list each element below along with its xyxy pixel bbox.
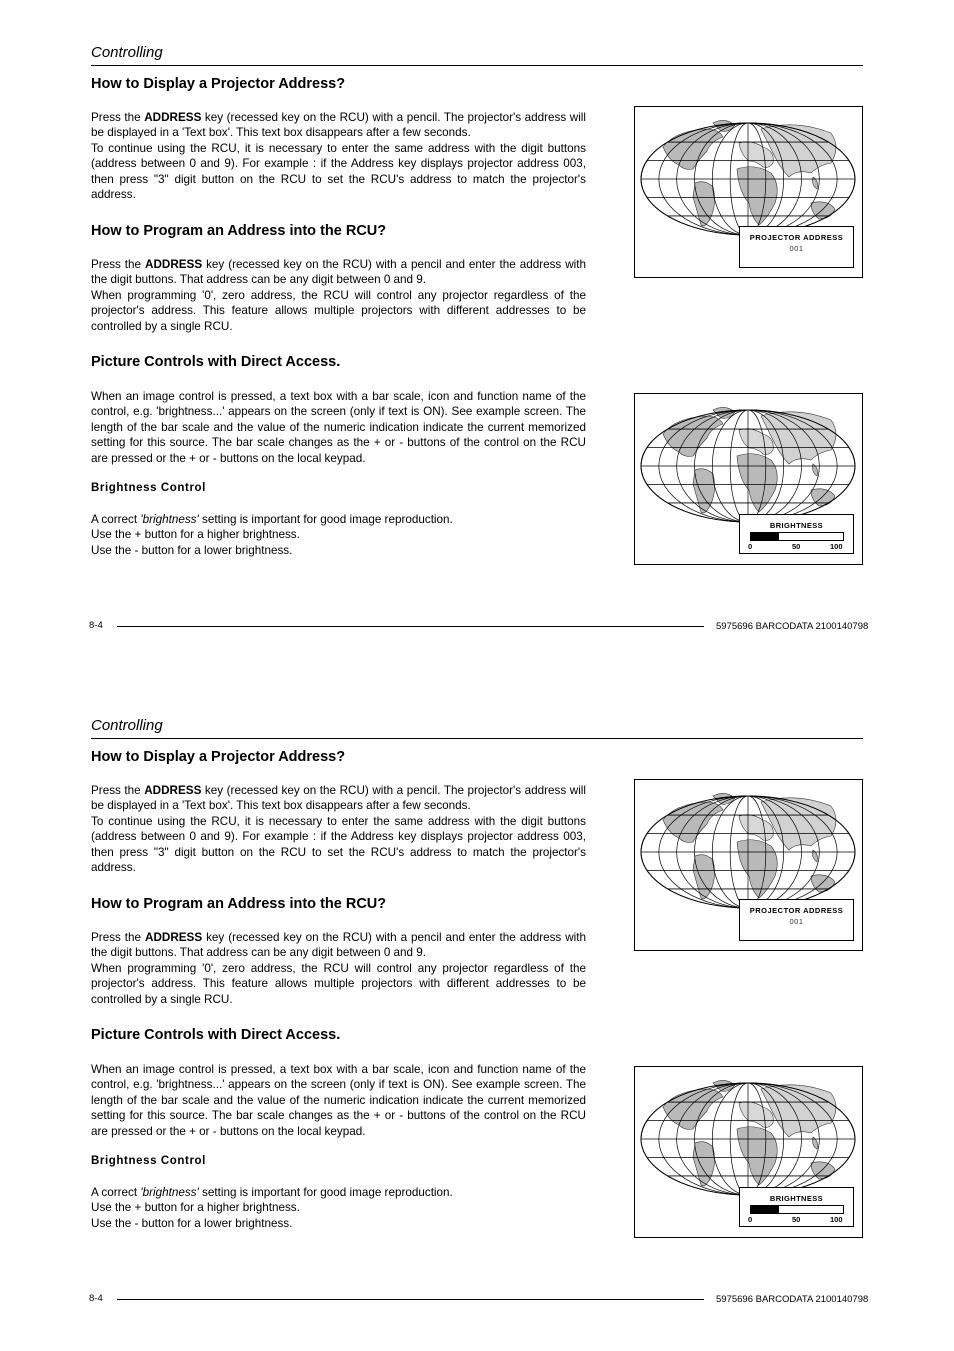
figure-address-screen [634,779,863,951]
figure-address-screen [634,106,863,278]
address-key-label: ADDRESS [145,931,203,944]
osd-address-label: PROJECTOR ADDRESS [749,233,844,242]
osd-address-box [739,899,854,941]
heading-brightness-control: Brightness Control [91,1155,206,1167]
footer-rule [117,1299,704,1300]
text-run: key (recessed key on the RCU) with a pencil and enter the address with the digit buttons. That address can be any digit between 0 and 9. [91,931,586,960]
program-address-paragraph [91,257,586,334]
text-run: Use the - button for a lower brightness. [91,543,293,557]
osd-brightness-label: BRIGHTNESS [769,521,824,530]
figure-brightness-screen [634,1066,863,1238]
footer-rule [117,626,704,627]
picture-controls-paragraph: When an image control is pressed, a text box with a bar scale, icon and function name of the control, e.g. 'brightness...' appears on the screen (only if text is ON). See example screen. The length of the bar scale and the value of the numeric indication indicate the current memorized setting for this source. The bar scale changes as the + or - buttons of the control on the RCU are pressed or the + or - buttons on the local keypad. [91,390,586,465]
text-run: When programming '0', zero address, the RCU will control any projector regardless of the projector's address. This feature allows multiple projectors with different addresses to be controlled by a single RCU. [91,961,586,1006]
section-title: Controlling [91,717,163,734]
address-key-label: ADDRESS [144,111,202,124]
text-run: Press the [91,931,145,944]
text-run: A correct [91,1186,141,1199]
heading-program-address: How to Program an Address into the RCU? [91,896,387,912]
osd-address-label: PROJECTOR ADDRESS [749,906,844,915]
heading-brightness-control: Brightness Control [91,482,206,494]
footer-page-number: 8-4 [89,620,103,631]
brightness-italic: 'brightness' [140,513,199,526]
heading-program-address: How to Program an Address into the RCU? [91,223,387,239]
text-run: key (recessed key on the RCU) with a pencil. The projector's address will be displayed in a 'Text box'. This text box disappears after a few seconds. [91,111,586,140]
osd-address-value: 001 [789,244,804,253]
heading-picture-controls: Picture Controls with Direct Access. [91,354,341,370]
osd-address-value: 001 [789,917,804,926]
heading-display-address: How to Display a Projector Address? [91,76,346,92]
scale-tick-0: 0 [748,542,753,551]
scale-tick-100: 100 [830,1215,843,1224]
brightness-paragraph [91,1185,586,1231]
text-run: When programming '0', zero address, the RCU will control any projector regardless of the projector's address. This feature allows multiple projectors with different addresses to be controlled by a single RCU. [91,288,586,333]
footer-doc-code: 5975696 BARCODATA 2100140798 [716,1294,869,1305]
osd-brightness-label: BRIGHTNESS [769,1194,824,1203]
document-page-1 [0,0,954,672]
heading-display-address: How to Display a Projector Address? [91,749,346,765]
document-page-2 [0,673,954,1345]
address-key-label: ADDRESS [145,258,203,271]
brightness-bar-fill [751,533,779,540]
display-address-paragraph [91,783,586,875]
text-run: To continue using the RCU, it is necessary to enter the same address with the digit buttons (address between 0 and 9). For example : if the Address key displays projector address 003, then press "3" digit button on the RCU to set the RCU's address to match the projector's address. [91,141,586,202]
text-run: Press the [91,111,145,124]
brightness-scale [748,1215,848,1225]
brightness-italic: 'brightness' [140,1186,199,1199]
address-key-label: ADDRESS [144,784,202,797]
footer-doc-code: 5975696 BARCODATA 2100140798 [716,621,869,632]
picture-controls-paragraph: When an image control is pressed, a text box with a bar scale, icon and function name of the control, e.g. 'brightness...' appears on the screen (only if text is ON). See example screen. The length of the bar scale and the value of the numeric indication indicate the current memorized setting for this source. The bar scale changes as the + or - buttons of the control on the RCU are pressed or the + or - buttons on the local keypad. [91,1063,586,1138]
text-run: Use the + button for a higher brightness. [91,528,300,542]
text-run: setting is important for good image reproduction. [198,1186,453,1199]
brightness-scale [748,542,848,552]
osd-address-box [739,226,854,268]
scale-tick-100: 100 [830,542,843,551]
osd-brightness-box [739,514,854,554]
text-run: key (recessed key on the RCU) with a pencil. The projector's address will be displayed in a 'Text box'. This text box disappears after a few seconds. [91,784,586,813]
program-address-paragraph [91,930,586,1007]
brightness-paragraph [91,512,586,558]
scale-tick-0: 0 [748,1215,753,1224]
brightness-bar [750,1205,844,1214]
text-run: Use the - button for a lower brightness. [91,1216,293,1230]
text-run: setting is important for good image reproduction. [198,513,453,526]
heading-picture-controls: Picture Controls with Direct Access. [91,1027,341,1043]
text-run: Use the + button for a higher brightness. [91,1201,300,1215]
osd-brightness-box [739,1187,854,1227]
text-run: Press the [91,784,145,797]
brightness-bar-fill [751,1206,779,1213]
scale-tick-50: 50 [792,1215,801,1224]
text-run: key (recessed key on the RCU) with a pencil and enter the address with the digit buttons. That address can be any digit between 0 and 9. [91,258,586,287]
text-run: A correct [91,513,141,526]
text-run: Press the [91,258,145,271]
header-rule [91,738,863,739]
figure-brightness-screen [634,393,863,565]
section-title: Controlling [91,44,163,61]
footer-page-number: 8-4 [89,1293,103,1304]
brightness-bar [750,532,844,541]
header-rule [91,65,863,66]
display-address-paragraph [91,110,586,202]
text-run: To continue using the RCU, it is necessary to enter the same address with the digit buttons (address between 0 and 9). For example : if the Address key displays projector address 003, then press "3" digit button on the RCU to set the RCU's address to match the projector's address. [91,814,586,875]
scale-tick-50: 50 [792,542,801,551]
